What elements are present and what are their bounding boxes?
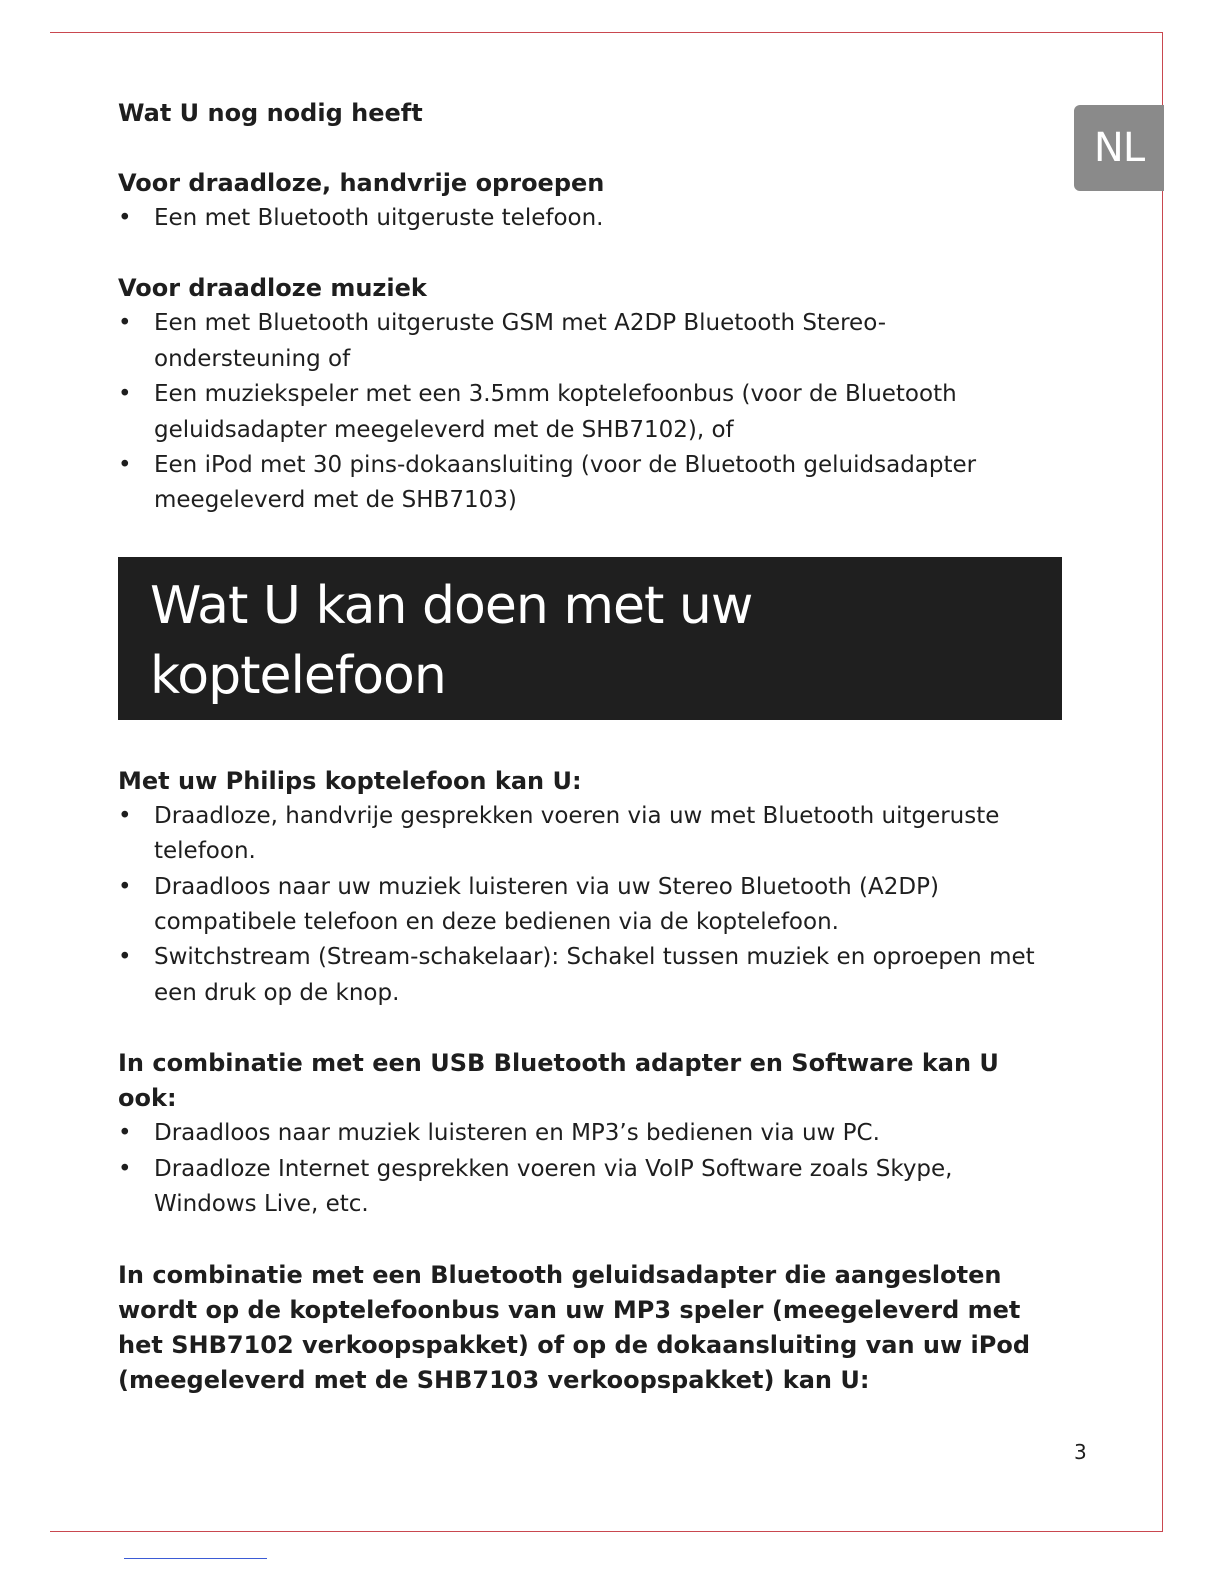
capabilities-list (118, 799, 1048, 1011)
section-banner (118, 557, 1062, 720)
list-item: • Draadloze, handvrije gesprekken voeren via uw met Bluetooth uitgeruste telefoon. (118, 799, 1048, 870)
list-item: • Draadloze Internet gesprekken voeren via VoIP Software zoals Skype, Windows Live, etc. (118, 1152, 1018, 1223)
list-item: • Draadloos naar uw muziek luisteren via uw Stereo Bluetooth (A2DP) compatibele telefoon en deze bedienen via de koptelefoon. (118, 870, 1048, 941)
banner-title-line1: Wat U kan doen met uw (150, 575, 753, 636)
list-item: • Draadloos naar muziek luisteren en MP3’s bedienen via uw PC. (118, 1116, 1018, 1151)
music-heading: Voor draadloze muziek (118, 274, 427, 303)
list-item: • Switchstream (Stream-schakelaar): Schakel tussen muziek en oproepen met een druk op de knop. (118, 940, 1048, 1011)
bullet-icon: • (118, 205, 132, 231)
page-number: 3 (1074, 1440, 1087, 1464)
usb-heading: In combinatie met een USB Bluetooth adapter en Software kan U ook: (118, 1049, 999, 1113)
bullet-icon: • (118, 1120, 132, 1147)
bullet-icon: • (118, 802, 132, 829)
list-item: • Een muziekspeler met een 3.5mm koptelefoonbus (voor de Bluetooth geluidsadapter meegeleverd met de SHB7102), of (118, 377, 998, 448)
page-frame-bottom-rule (50, 1531, 1163, 1532)
list-item: • Een met Bluetooth uitgeruste telefoon. (118, 201, 1062, 236)
capabilities-heading: Met uw Philips koptelefoon kan U: (118, 766, 582, 795)
page-content (118, 96, 1062, 1398)
footer-link-underline (124, 1558, 267, 1559)
page-frame-top-rule (50, 32, 1163, 33)
calls-list (118, 201, 1062, 236)
bullet-icon: • (118, 944, 132, 971)
bullet-icon: • (118, 452, 132, 479)
banner-title-line2: koptelefoon (150, 645, 446, 706)
list-item: • Een met Bluetooth uitgeruste GSM met A2DP Bluetooth Stereo-ondersteuning of (118, 306, 998, 377)
bullet-icon: • (118, 310, 132, 337)
bullet-icon: • (118, 1155, 132, 1182)
adapter-heading: In combinatie met een Bluetooth geluidsadapter die aangesloten wordt op de koptelefoonbus van uw MP3 speler (meegeleverd met het SHB7102 verkoopspakket) of op de dokaansluiting van uw iPod (meegeleverd met de SHB7103 verkoopspakket) kan U: (118, 1260, 1030, 1394)
bullet-icon: • (118, 381, 132, 408)
list-item: • Een iPod met 30 pins-dokaansluiting (voor de Bluetooth geluidsadapter meegeleverd met de SHB7103) (118, 448, 998, 519)
bullet-icon: • (118, 873, 132, 900)
page-frame-right-rule (1162, 32, 1163, 1532)
needs-heading: Wat U nog nodig heeft (118, 99, 423, 127)
usb-list (118, 1116, 1018, 1222)
language-tab: NL (1074, 105, 1164, 191)
calls-heading: Voor draadloze, handvrije oproepen (118, 169, 605, 197)
music-list (118, 306, 998, 518)
